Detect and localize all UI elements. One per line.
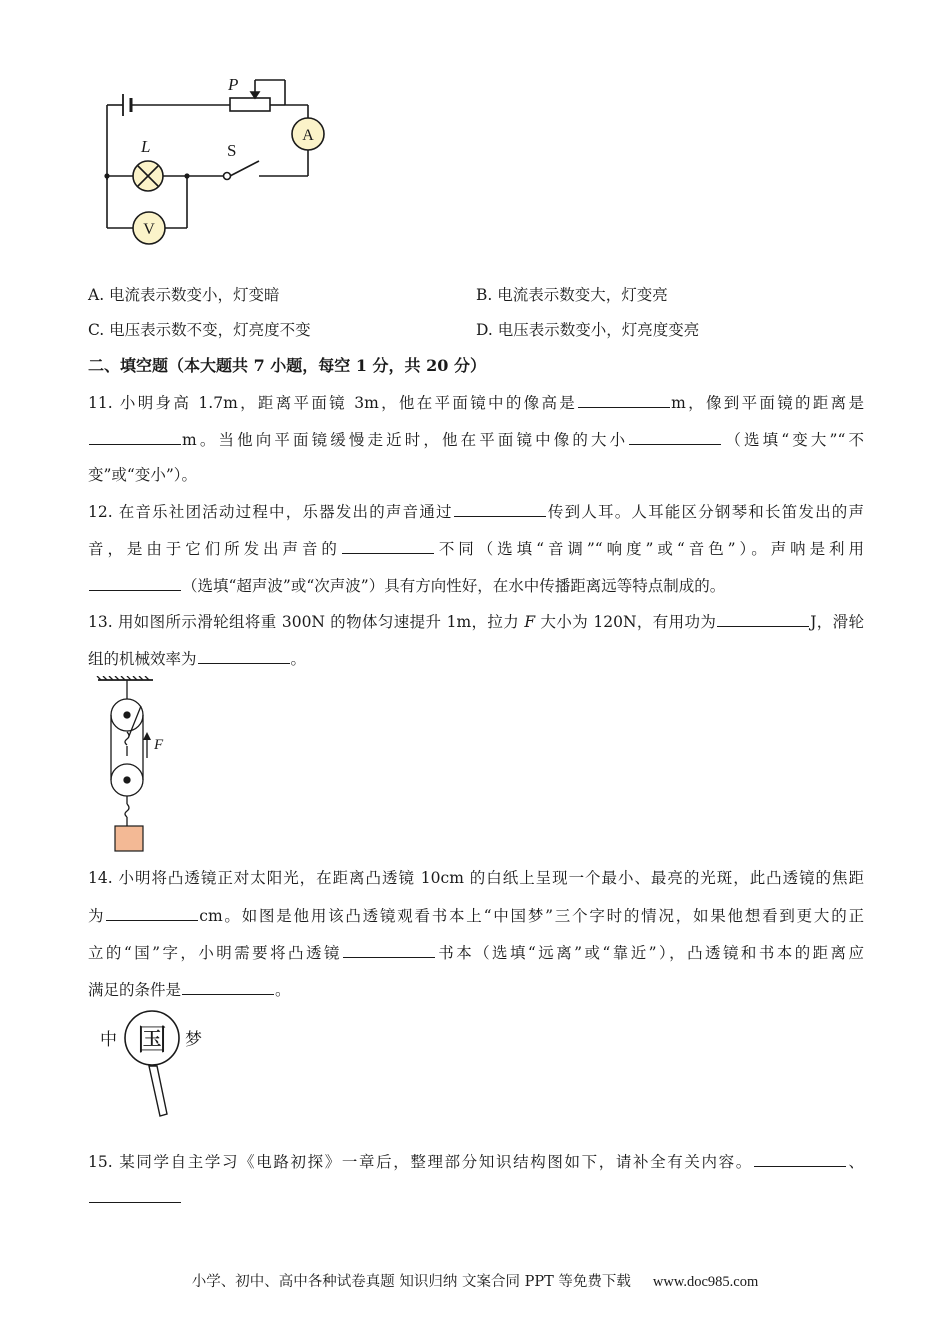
- answer-blank[interactable]: [89, 575, 181, 591]
- q12-line-2: 音，是由于它们所发出声音的 不同（选填“音调”“响度”或“音色”）。声呐是利用: [88, 540, 864, 558]
- q14-line-2: 为 cm。如图是他用该凸透镜观看书本上“中国梦”三个字时的情况，如果他想看到更大的正: [88, 907, 864, 925]
- label-v: V: [143, 221, 155, 238]
- magnifier-diagram: [92, 1010, 222, 1120]
- label-a: A: [302, 127, 314, 144]
- q14-line-4: 满足的条件是 。: [88, 981, 291, 999]
- option-b: B. 电流表示数变大，灯变亮: [476, 286, 668, 304]
- option-d: D. 电压表示数变小，灯亮度变亮: [476, 321, 700, 339]
- label-l: L: [141, 137, 151, 156]
- page-footer: [0, 1270, 950, 1291]
- answer-blank[interactable]: [578, 392, 670, 408]
- q12-line-3: （选填“超声波”或“次声波”）具有方向性好，在水中传播距离远等特点制成的。: [88, 575, 864, 596]
- label-p: P: [228, 75, 239, 94]
- answer-blank[interactable]: [89, 1187, 181, 1203]
- q11-line-2: m。当他向平面镜缓慢走近时，他在平面镜中像的大小 （选填“变大”“不: [88, 429, 864, 450]
- answer-blank[interactable]: [629, 429, 721, 445]
- circuit-diagram: [95, 70, 335, 250]
- answer-blank[interactable]: [454, 501, 546, 517]
- footer-text: 小学、初中、高中各种试卷真题 知识归纳 文案合同 PPT 等免费下载: [191, 1274, 631, 1290]
- q14-line-3: 立的“国”字，小明需要将凸透镜 书本（选填“远离”或“靠近”），凸透镜和书本的距离应: [88, 944, 864, 962]
- char-zhong: 中: [100, 1030, 117, 1049]
- answer-blank[interactable]: [343, 942, 435, 958]
- q15-line-1: 15. 某同学自主学习《电路初探》一章后，整理部分知识结构图如下，请补全有关内容。 、: [88, 1153, 864, 1171]
- footer-link[interactable]: www.doc985.com: [652, 1274, 759, 1290]
- answer-blank[interactable]: [182, 979, 274, 995]
- char-guo: 国: [137, 1024, 167, 1057]
- label-f: F: [154, 737, 164, 753]
- answer-blank[interactable]: [198, 648, 290, 664]
- q12-line-1: 12. 在音乐社团活动过程中，乐器发出的声音通过 传到人耳。人耳能区分钢琴和长笛发出的声: [88, 503, 864, 521]
- q13-line-1: 13. 用如图所示滑轮组将重 300N 的物体匀速提升 1m，拉力 F 大小为 120N，有用功为 J，滑轮: [88, 613, 864, 631]
- option-a: A. 电流表示数变小，灯变暗: [88, 286, 280, 304]
- q11-line-3: 变”或“变小”）。: [88, 466, 198, 484]
- answer-blank[interactable]: [89, 429, 181, 445]
- option-c: C. 电压表示数不变，灯亮度不变: [88, 321, 311, 339]
- q15-line-2: [88, 1187, 864, 1208]
- q13-line-2: 组的机械效率为 。: [88, 650, 307, 668]
- q14-line-1: 14. 小明将凸透镜正对太阳光，在距离凸透镜 10cm 的白纸上呈现一个最小、最亮的光斑，此凸透镜的焦距: [88, 869, 864, 887]
- answer-blank[interactable]: [754, 1151, 846, 1167]
- pulley-diagram: [95, 676, 175, 856]
- answer-blank[interactable]: [106, 905, 198, 921]
- answer-blank[interactable]: [717, 611, 809, 627]
- q11-line-1: 11. 小明身高 1.7m，距离平面镜 3m，他在平面镜中的像高是 m，像到平面镜的距离是: [88, 394, 864, 412]
- section-title: 二、填空题（本大题共 7 小题，每空 1 分，共 20 分）: [88, 356, 486, 375]
- label-s: S: [227, 141, 237, 160]
- answer-blank[interactable]: [342, 538, 434, 554]
- char-meng: 梦: [185, 1030, 202, 1049]
